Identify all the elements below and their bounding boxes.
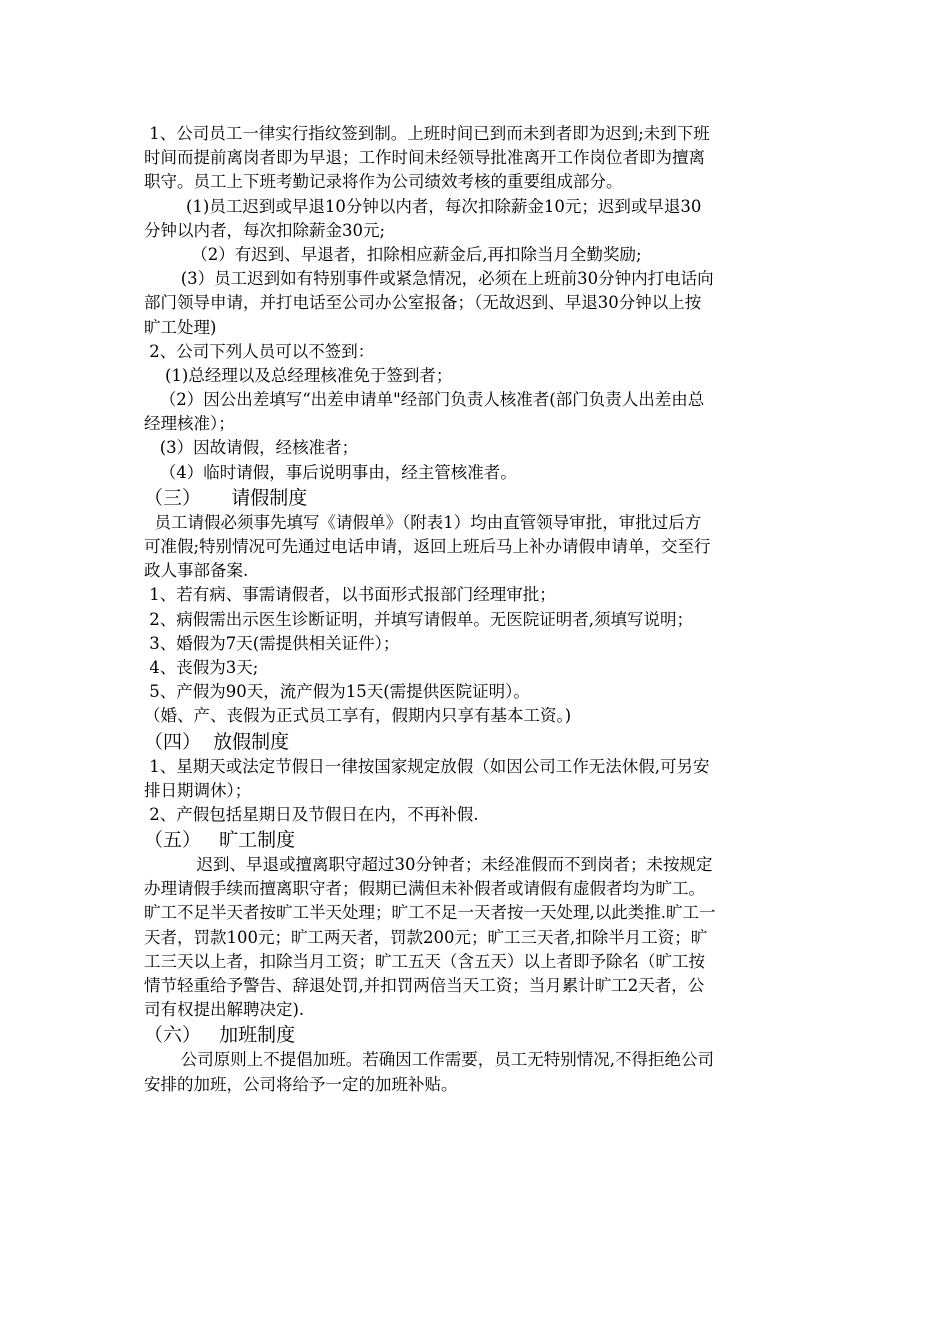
- text-line: 员工请假必须事先填写《请假单》（附表1）均由直管领导审批，审批过后方: [144, 512, 702, 532]
- text-line: 部门领导申请，并打电话至公司办公室报备；（无故迟到、早退30分钟以上按: [144, 293, 702, 313]
- text-line: 2、产假包括星期日及节假日在内，不再补假.: [144, 804, 479, 824]
- text-line: 时间而提前离岗者即为早退；工作时间未经领导批准离开工作岗位者即为擅离: [144, 148, 705, 168]
- text-line: 职守。员工上下班考勤记录将作为公司绩效考核的重要组成部分。: [144, 172, 623, 192]
- text-line: 政人事部备案.: [144, 561, 249, 581]
- text-line: 分钟以内者，每次扣除薪金30元;: [144, 220, 386, 240]
- section-heading: （三） 请假制度: [144, 486, 308, 509]
- section-heading: （六） 加班制度: [144, 1024, 296, 1047]
- section-heading: （四） 放假制度: [144, 730, 290, 753]
- text-line: 旷工处理): [144, 317, 217, 337]
- text-line: 办理请假手续而擅离职守者；假期已满但未补假者或请假有虚假者均为旷工。: [144, 879, 705, 899]
- document-page: [144, 122, 806, 1097]
- text-line: 1、若有病、事需请假者，以书面形式报部门经理审批；: [144, 585, 556, 605]
- text-line: 排日期调休）；: [144, 780, 252, 800]
- text-line: (1)总经理以及总经理核准免于签到者；: [144, 365, 453, 385]
- text-line: （婚、产、丧假为正式员工享有，假期内只享有基本工资。): [144, 706, 572, 726]
- text-line: (3）员工迟到如有特别事件或紧急情况，必须在上班前30分钟内打电话向: [144, 269, 714, 289]
- text-line: （4）临时请假，事后说明事由，经主管核准者。: [144, 462, 517, 482]
- text-line: 2、公司下列人员可以不签到：: [144, 341, 375, 361]
- text-line: 3、婚假为7天(需提供相关证件）；: [144, 633, 400, 653]
- text-line: 司有权提出解聘决定).: [144, 1000, 305, 1020]
- text-line: 可准假;特别情况可先通过电话申请，返回上班后马上补办请假申请单，交至行: [144, 537, 711, 556]
- text-line: (1)员工迟到或早退10分钟以内者，每次扣除薪金10元；迟到或早退30: [144, 196, 702, 216]
- text-line: 4、丧假为3天;: [144, 657, 259, 677]
- text-line: 2、病假需出示医生诊断证明，并填写请假单。无医院证明者,须填写说明；: [144, 609, 693, 629]
- text-line: 天者，罚款100元；旷工两天者，罚款200元；旷工三天者,扣除半月工资；旷: [144, 927, 708, 947]
- text-line: 1、公司员工一律实行指纹签到制。上班时间已到而未到者即为迟到;未到下班: [144, 124, 710, 143]
- text-line: (3）因故请假，经核准者；: [144, 438, 359, 458]
- text-line: 经理核准）；: [144, 414, 235, 434]
- text-line: 公司原则上不提倡加班。若确因工作需要，员工无特别情况,不得拒绝公司: [144, 1050, 714, 1070]
- text-line: 旷工不足半天者按旷工半天处理；旷工不足一天者按一天处理,以此类推.旷工一: [144, 903, 716, 923]
- text-line: 5、产假为90天，流产假为15天(需提供医院证明）。: [144, 682, 530, 702]
- text-line: （2）有迟到、早退者，扣除相应薪金后,再扣除当月全勤奖励;: [144, 244, 642, 264]
- text-line: （2）因公出差填写“出差申请单"经部门负责人核准者(部门负责人出差由总: [144, 390, 705, 410]
- text-line: 迟到、早退或擅离职守超过30分钟者；未经准假而不到岗者；未按规定: [144, 855, 713, 875]
- section-heading: （五） 旷工制度: [144, 829, 296, 852]
- text-line: 1、星期天或法定节假日一律按国家规定放假（如因公司工作无法休假,可另安: [144, 756, 710, 776]
- text-line: 情节轻重给予警告、辞退处罚,并扣罚两倍当天工资；当月累计旷工2天者，公: [144, 976, 705, 995]
- text-line: 安排的加班，公司将给予一定的加班补贴。: [144, 1074, 458, 1094]
- text-line: 工三天以上者，扣除当月工资；旷工五天（含五天）以上者即予除名（旷工按: [144, 951, 705, 971]
